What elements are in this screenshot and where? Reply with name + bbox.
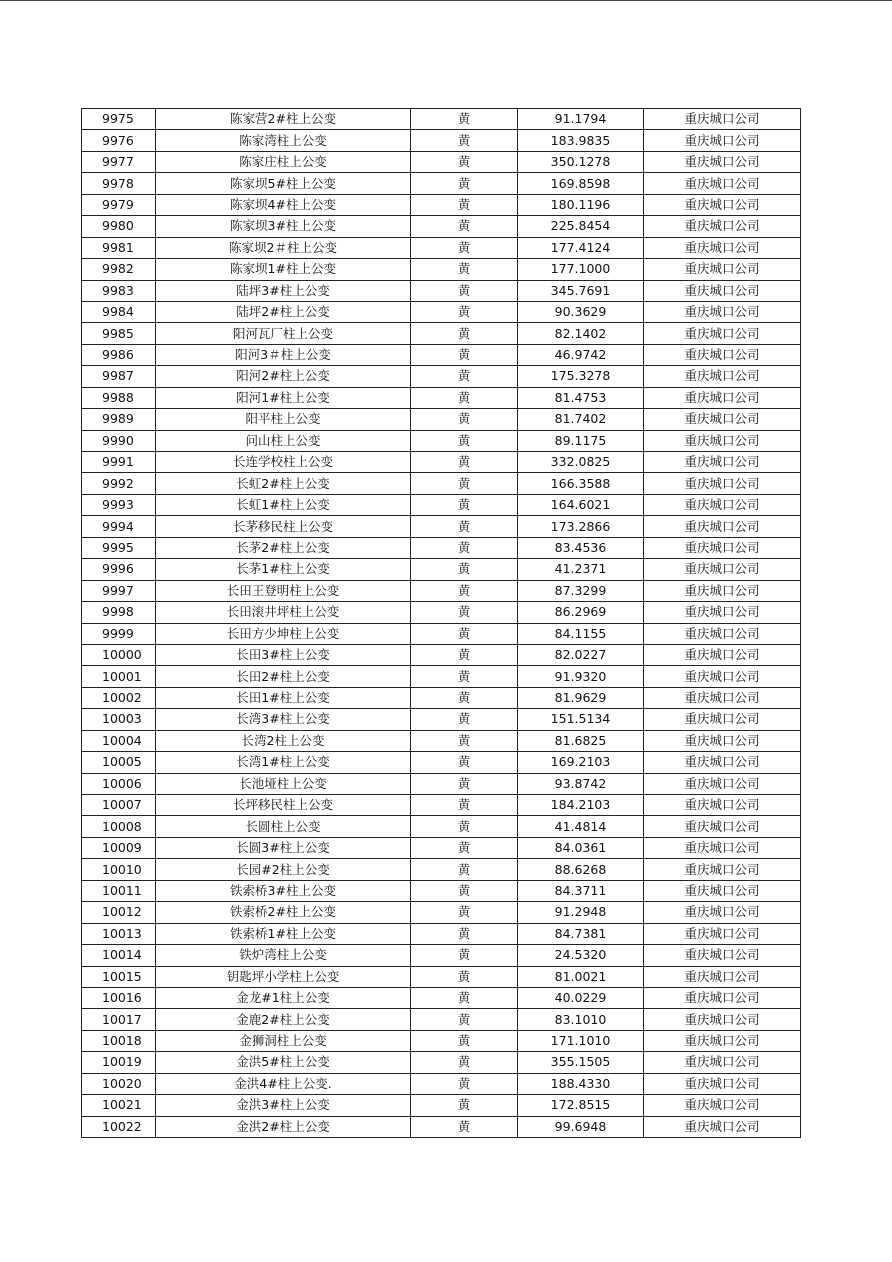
warning-level-cell: 黄 — [411, 580, 518, 601]
company-cell: 重庆城口公司 — [644, 816, 801, 837]
row-number-cell: 10007 — [82, 795, 156, 816]
warning-level-cell: 黄 — [411, 644, 518, 665]
transformer-name-cell: 阳河1#柱上公变 — [156, 387, 411, 408]
warning-level-cell: 黄 — [411, 923, 518, 944]
value-cell: 180.1196 — [518, 194, 644, 215]
table-row — [82, 816, 801, 837]
value-cell: 166.3588 — [518, 473, 644, 494]
transformer-name-cell: 长湾2柱上公变 — [156, 730, 411, 751]
table-row — [82, 837, 801, 858]
warning-level-cell: 黄 — [411, 987, 518, 1008]
row-number-cell: 9988 — [82, 387, 156, 408]
company-cell: 重庆城口公司 — [644, 366, 801, 387]
row-number-cell: 9998 — [82, 602, 156, 623]
warning-level-cell: 黄 — [411, 730, 518, 751]
table-row — [82, 109, 801, 130]
warning-level-cell: 黄 — [411, 1030, 518, 1051]
row-number-cell: 10016 — [82, 987, 156, 1008]
row-number-cell: 10018 — [82, 1030, 156, 1051]
value-cell: 40.0229 — [518, 987, 644, 1008]
company-cell: 重庆城口公司 — [644, 537, 801, 558]
table-row — [82, 709, 801, 730]
value-cell: 41.4814 — [518, 816, 644, 837]
company-cell: 重庆城口公司 — [644, 280, 801, 301]
value-cell: 171.1010 — [518, 1030, 644, 1051]
transformer-name-cell: 长田2#柱上公变 — [156, 666, 411, 687]
company-cell: 重庆城口公司 — [644, 237, 801, 258]
row-number-cell: 10008 — [82, 816, 156, 837]
row-number-cell: 9979 — [82, 194, 156, 215]
warning-level-cell: 黄 — [411, 387, 518, 408]
warning-level-cell: 黄 — [411, 773, 518, 794]
company-cell: 重庆城口公司 — [644, 945, 801, 966]
warning-level-cell: 黄 — [411, 945, 518, 966]
table-row — [82, 194, 801, 215]
value-cell: 46.9742 — [518, 344, 644, 365]
value-cell: 355.1505 — [518, 1052, 644, 1073]
row-number-cell: 10006 — [82, 773, 156, 794]
company-cell: 重庆城口公司 — [644, 473, 801, 494]
warning-level-cell: 黄 — [411, 344, 518, 365]
transformer-name-cell: 长湾3#柱上公变 — [156, 709, 411, 730]
transformer-table — [81, 108, 801, 1138]
value-cell: 86.2969 — [518, 602, 644, 623]
transformer-name-cell: 金鹿2#柱上公变 — [156, 1009, 411, 1030]
transformer-name-cell: 长园#2柱上公变 — [156, 859, 411, 880]
table-row — [82, 430, 801, 451]
value-cell: 332.0825 — [518, 452, 644, 473]
value-cell: 169.8598 — [518, 173, 644, 194]
value-cell: 89.1175 — [518, 430, 644, 451]
table-row — [82, 516, 801, 537]
row-number-cell: 9989 — [82, 409, 156, 430]
company-cell: 重庆城口公司 — [644, 259, 801, 280]
value-cell: 91.9320 — [518, 666, 644, 687]
warning-level-cell: 黄 — [411, 151, 518, 172]
table-row — [82, 301, 801, 322]
company-cell: 重庆城口公司 — [644, 987, 801, 1008]
transformer-name-cell: 长田王登明柱上公变 — [156, 580, 411, 601]
table-row — [82, 987, 801, 1008]
row-number-cell: 10000 — [82, 644, 156, 665]
value-cell: 91.1794 — [518, 109, 644, 130]
row-number-cell: 9994 — [82, 516, 156, 537]
transformer-name-cell: 陈家坝5#柱上公变 — [156, 173, 411, 194]
company-cell: 重庆城口公司 — [644, 580, 801, 601]
company-cell: 重庆城口公司 — [644, 494, 801, 515]
table-row — [82, 752, 801, 773]
transformer-name-cell: 长田滚井坪柱上公变 — [156, 602, 411, 623]
table-row — [82, 1116, 801, 1137]
row-number-cell: 10019 — [82, 1052, 156, 1073]
value-cell: 169.2103 — [518, 752, 644, 773]
company-cell: 重庆城口公司 — [644, 1116, 801, 1137]
row-number-cell: 10011 — [82, 880, 156, 901]
row-number-cell: 10015 — [82, 966, 156, 987]
warning-level-cell: 黄 — [411, 752, 518, 773]
table-row — [82, 623, 801, 644]
value-cell: 84.7381 — [518, 923, 644, 944]
transformer-name-cell: 阳平柱上公变 — [156, 409, 411, 430]
row-number-cell: 10021 — [82, 1095, 156, 1116]
table-row — [82, 773, 801, 794]
row-number-cell: 9985 — [82, 323, 156, 344]
transformer-name-cell: 问山柱上公变 — [156, 430, 411, 451]
value-cell: 87.3299 — [518, 580, 644, 601]
table-row — [82, 494, 801, 515]
value-cell: 175.3278 — [518, 366, 644, 387]
warning-level-cell: 黄 — [411, 666, 518, 687]
value-cell: 81.0021 — [518, 966, 644, 987]
company-cell: 重庆城口公司 — [644, 409, 801, 430]
warning-level-cell: 黄 — [411, 109, 518, 130]
company-cell: 重庆城口公司 — [644, 344, 801, 365]
company-cell: 重庆城口公司 — [644, 709, 801, 730]
table-row — [82, 1030, 801, 1051]
company-cell: 重庆城口公司 — [644, 216, 801, 237]
transformer-name-cell: 长圆柱上公变 — [156, 816, 411, 837]
warning-level-cell: 黄 — [411, 409, 518, 430]
company-cell: 重庆城口公司 — [644, 1052, 801, 1073]
warning-level-cell: 黄 — [411, 1009, 518, 1030]
transformer-name-cell: 铁炉湾柱上公变 — [156, 945, 411, 966]
value-cell: 84.0361 — [518, 837, 644, 858]
transformer-name-cell: 陈家庄柱上公变 — [156, 151, 411, 172]
row-number-cell: 9984 — [82, 301, 156, 322]
company-cell: 重庆城口公司 — [644, 1030, 801, 1051]
row-number-cell: 9976 — [82, 130, 156, 151]
table-row — [82, 1009, 801, 1030]
value-cell: 84.3711 — [518, 880, 644, 901]
transformer-name-cell: 陈家坝4#柱上公变 — [156, 194, 411, 215]
warning-level-cell: 黄 — [411, 902, 518, 923]
table-row — [82, 666, 801, 687]
company-cell: 重庆城口公司 — [644, 752, 801, 773]
warning-level-cell: 黄 — [411, 301, 518, 322]
company-cell: 重庆城口公司 — [644, 880, 801, 901]
row-number-cell: 10022 — [82, 1116, 156, 1137]
warning-level-cell: 黄 — [411, 837, 518, 858]
table-row — [82, 537, 801, 558]
company-cell: 重庆城口公司 — [644, 966, 801, 987]
warning-level-cell: 黄 — [411, 859, 518, 880]
transformer-name-cell: 长池垭柱上公变 — [156, 773, 411, 794]
row-number-cell: 10004 — [82, 730, 156, 751]
row-number-cell: 10020 — [82, 1073, 156, 1094]
warning-level-cell: 黄 — [411, 130, 518, 151]
warning-level-cell: 黄 — [411, 173, 518, 194]
row-number-cell: 10013 — [82, 923, 156, 944]
warning-level-cell: 黄 — [411, 323, 518, 344]
value-cell: 188.4330 — [518, 1073, 644, 1094]
company-cell: 重庆城口公司 — [644, 387, 801, 408]
company-cell: 重庆城口公司 — [644, 301, 801, 322]
row-number-cell: 9999 — [82, 623, 156, 644]
company-cell: 重庆城口公司 — [644, 151, 801, 172]
transformer-name-cell: 长田3#柱上公变 — [156, 644, 411, 665]
company-cell: 重庆城口公司 — [644, 1095, 801, 1116]
value-cell: 164.6021 — [518, 494, 644, 515]
transformer-name-cell: 陆坪2#柱上公变 — [156, 301, 411, 322]
value-cell: 93.8742 — [518, 773, 644, 794]
value-cell: 82.1402 — [518, 323, 644, 344]
row-number-cell: 9983 — [82, 280, 156, 301]
transformer-name-cell: 金洪4#柱上公变. — [156, 1073, 411, 1094]
company-cell: 重庆城口公司 — [644, 773, 801, 794]
company-cell: 重庆城口公司 — [644, 837, 801, 858]
company-cell: 重庆城口公司 — [644, 516, 801, 537]
company-cell: 重庆城口公司 — [644, 602, 801, 623]
table-row — [82, 1073, 801, 1094]
table-row — [82, 344, 801, 365]
company-cell: 重庆城口公司 — [644, 173, 801, 194]
row-number-cell: 9995 — [82, 537, 156, 558]
table-row — [82, 602, 801, 623]
warning-level-cell: 黄 — [411, 966, 518, 987]
table-row — [82, 945, 801, 966]
transformer-name-cell: 铁索桥2#柱上公变 — [156, 902, 411, 923]
row-number-cell: 9992 — [82, 473, 156, 494]
row-number-cell: 9980 — [82, 216, 156, 237]
table-row — [82, 280, 801, 301]
transformer-name-cell: 长虹1#柱上公变 — [156, 494, 411, 515]
warning-level-cell: 黄 — [411, 1052, 518, 1073]
table-row — [82, 923, 801, 944]
warning-level-cell: 黄 — [411, 795, 518, 816]
transformer-name-cell: 金洪2#柱上公变 — [156, 1116, 411, 1137]
company-cell: 重庆城口公司 — [644, 644, 801, 665]
value-cell: 151.5134 — [518, 709, 644, 730]
value-cell: 177.4124 — [518, 237, 644, 258]
warning-level-cell: 黄 — [411, 1116, 518, 1137]
transformer-name-cell: 阳河瓦厂柱上公变 — [156, 323, 411, 344]
row-number-cell: 9990 — [82, 430, 156, 451]
transformer-name-cell: 长田1#柱上公变 — [156, 687, 411, 708]
value-cell: 172.8515 — [518, 1095, 644, 1116]
warning-level-cell: 黄 — [411, 237, 518, 258]
warning-level-cell: 黄 — [411, 1073, 518, 1094]
page-top-edge — [0, 0, 892, 1]
company-cell: 重庆城口公司 — [644, 1073, 801, 1094]
table-row — [82, 687, 801, 708]
company-cell: 重庆城口公司 — [644, 730, 801, 751]
row-number-cell: 9991 — [82, 452, 156, 473]
warning-level-cell: 黄 — [411, 516, 518, 537]
transformer-name-cell: 长茅移民柱上公变 — [156, 516, 411, 537]
warning-level-cell: 黄 — [411, 366, 518, 387]
table-body — [82, 109, 801, 1138]
table-row — [82, 902, 801, 923]
value-cell: 81.7402 — [518, 409, 644, 430]
company-cell: 重庆城口公司 — [644, 452, 801, 473]
company-cell: 重庆城口公司 — [644, 194, 801, 215]
transformer-name-cell: 长圆3#柱上公变 — [156, 837, 411, 858]
row-number-cell: 10001 — [82, 666, 156, 687]
row-number-cell: 10005 — [82, 752, 156, 773]
value-cell: 225.8454 — [518, 216, 644, 237]
value-cell: 83.4536 — [518, 537, 644, 558]
row-number-cell: 10010 — [82, 859, 156, 880]
warning-level-cell: 黄 — [411, 194, 518, 215]
transformer-name-cell: 阳河3＃柱上公变 — [156, 344, 411, 365]
warning-level-cell: 黄 — [411, 259, 518, 280]
warning-level-cell: 黄 — [411, 687, 518, 708]
table-row — [82, 366, 801, 387]
value-cell: 177.1000 — [518, 259, 644, 280]
warning-level-cell: 黄 — [411, 816, 518, 837]
table-row — [82, 237, 801, 258]
value-cell: 24.5320 — [518, 945, 644, 966]
table-row — [82, 795, 801, 816]
table-row — [82, 473, 801, 494]
table-row — [82, 730, 801, 751]
transformer-name-cell: 陈家坝2＃柱上公变 — [156, 237, 411, 258]
transformer-name-cell: 金狮洞柱上公变 — [156, 1030, 411, 1051]
value-cell: 84.1155 — [518, 623, 644, 644]
table-row — [82, 966, 801, 987]
warning-level-cell: 黄 — [411, 602, 518, 623]
table-row — [82, 859, 801, 880]
warning-level-cell: 黄 — [411, 430, 518, 451]
table-row — [82, 580, 801, 601]
warning-level-cell: 黄 — [411, 1095, 518, 1116]
warning-level-cell: 黄 — [411, 623, 518, 644]
transformer-name-cell: 长茅2#柱上公变 — [156, 537, 411, 558]
warning-level-cell: 黄 — [411, 280, 518, 301]
value-cell: 90.3629 — [518, 301, 644, 322]
table-row — [82, 644, 801, 665]
transformer-name-cell: 阳河2#柱上公变 — [156, 366, 411, 387]
table-row — [82, 151, 801, 172]
row-number-cell: 9986 — [82, 344, 156, 365]
table-row — [82, 409, 801, 430]
company-cell: 重庆城口公司 — [644, 687, 801, 708]
value-cell: 350.1278 — [518, 151, 644, 172]
value-cell: 345.7691 — [518, 280, 644, 301]
transformer-name-cell: 金洪5#柱上公变 — [156, 1052, 411, 1073]
company-cell: 重庆城口公司 — [644, 109, 801, 130]
row-number-cell: 10002 — [82, 687, 156, 708]
warning-level-cell: 黄 — [411, 559, 518, 580]
transformer-name-cell: 铁索桥3#柱上公变 — [156, 880, 411, 901]
company-cell: 重庆城口公司 — [644, 795, 801, 816]
value-cell: 81.4753 — [518, 387, 644, 408]
company-cell: 重庆城口公司 — [644, 859, 801, 880]
table-row — [82, 216, 801, 237]
warning-level-cell: 黄 — [411, 473, 518, 494]
company-cell: 重庆城口公司 — [644, 902, 801, 923]
value-cell: 81.6825 — [518, 730, 644, 751]
value-cell: 173.2866 — [518, 516, 644, 537]
transformer-name-cell: 钥匙坪小学柱上公变 — [156, 966, 411, 987]
row-number-cell: 9997 — [82, 580, 156, 601]
row-number-cell: 10017 — [82, 1009, 156, 1030]
warning-level-cell: 黄 — [411, 709, 518, 730]
value-cell: 82.0227 — [518, 644, 644, 665]
company-cell: 重庆城口公司 — [644, 923, 801, 944]
transformer-name-cell: 陆坪3#柱上公变 — [156, 280, 411, 301]
table-row — [82, 173, 801, 194]
transformer-name-cell: 长坪移民柱上公变 — [156, 795, 411, 816]
row-number-cell: 9978 — [82, 173, 156, 194]
company-cell: 重庆城口公司 — [644, 666, 801, 687]
table-row — [82, 130, 801, 151]
company-cell: 重庆城口公司 — [644, 430, 801, 451]
row-number-cell: 10012 — [82, 902, 156, 923]
transformer-name-cell: 长田方少坤柱上公变 — [156, 623, 411, 644]
row-number-cell: 10014 — [82, 945, 156, 966]
transformer-name-cell: 陈家坝3#柱上公变 — [156, 216, 411, 237]
table-row — [82, 259, 801, 280]
company-cell: 重庆城口公司 — [644, 559, 801, 580]
value-cell: 184.2103 — [518, 795, 644, 816]
warning-level-cell: 黄 — [411, 494, 518, 515]
row-number-cell: 9975 — [82, 109, 156, 130]
transformer-name-cell: 长连学校柱上公变 — [156, 452, 411, 473]
warning-level-cell: 黄 — [411, 880, 518, 901]
row-number-cell: 10003 — [82, 709, 156, 730]
row-number-cell: 9982 — [82, 259, 156, 280]
value-cell: 91.2948 — [518, 902, 644, 923]
warning-level-cell: 黄 — [411, 216, 518, 237]
row-number-cell: 9977 — [82, 151, 156, 172]
transformer-name-cell: 铁索桥1#柱上公变 — [156, 923, 411, 944]
company-cell: 重庆城口公司 — [644, 1009, 801, 1030]
value-cell: 88.6268 — [518, 859, 644, 880]
company-cell: 重庆城口公司 — [644, 323, 801, 344]
transformer-name-cell: 陈家营2#柱上公变 — [156, 109, 411, 130]
warning-level-cell: 黄 — [411, 452, 518, 473]
value-cell: 83.1010 — [518, 1009, 644, 1030]
company-cell: 重庆城口公司 — [644, 130, 801, 151]
row-number-cell: 10009 — [82, 837, 156, 858]
table-row — [82, 323, 801, 344]
row-number-cell: 9996 — [82, 559, 156, 580]
transformer-name-cell: 陈家湾柱上公变 — [156, 130, 411, 151]
table-row — [82, 387, 801, 408]
row-number-cell: 9993 — [82, 494, 156, 515]
company-cell: 重庆城口公司 — [644, 623, 801, 644]
value-cell: 183.9835 — [518, 130, 644, 151]
table-row — [82, 1052, 801, 1073]
transformer-name-cell: 金龙#1柱上公变 — [156, 987, 411, 1008]
table-row — [82, 880, 801, 901]
transformer-name-cell: 陈家坝1#柱上公变 — [156, 259, 411, 280]
table-row — [82, 1095, 801, 1116]
table-row — [82, 452, 801, 473]
transformer-name-cell: 金洪3#柱上公变 — [156, 1095, 411, 1116]
value-cell: 41.2371 — [518, 559, 644, 580]
transformer-name-cell: 长茅1#柱上公变 — [156, 559, 411, 580]
transformer-name-cell: 长湾1#柱上公变 — [156, 752, 411, 773]
row-number-cell: 9981 — [82, 237, 156, 258]
table-row — [82, 559, 801, 580]
warning-level-cell: 黄 — [411, 537, 518, 558]
transformer-name-cell: 长虹2#柱上公变 — [156, 473, 411, 494]
row-number-cell: 9987 — [82, 366, 156, 387]
value-cell: 99.6948 — [518, 1116, 644, 1137]
value-cell: 81.9629 — [518, 687, 644, 708]
